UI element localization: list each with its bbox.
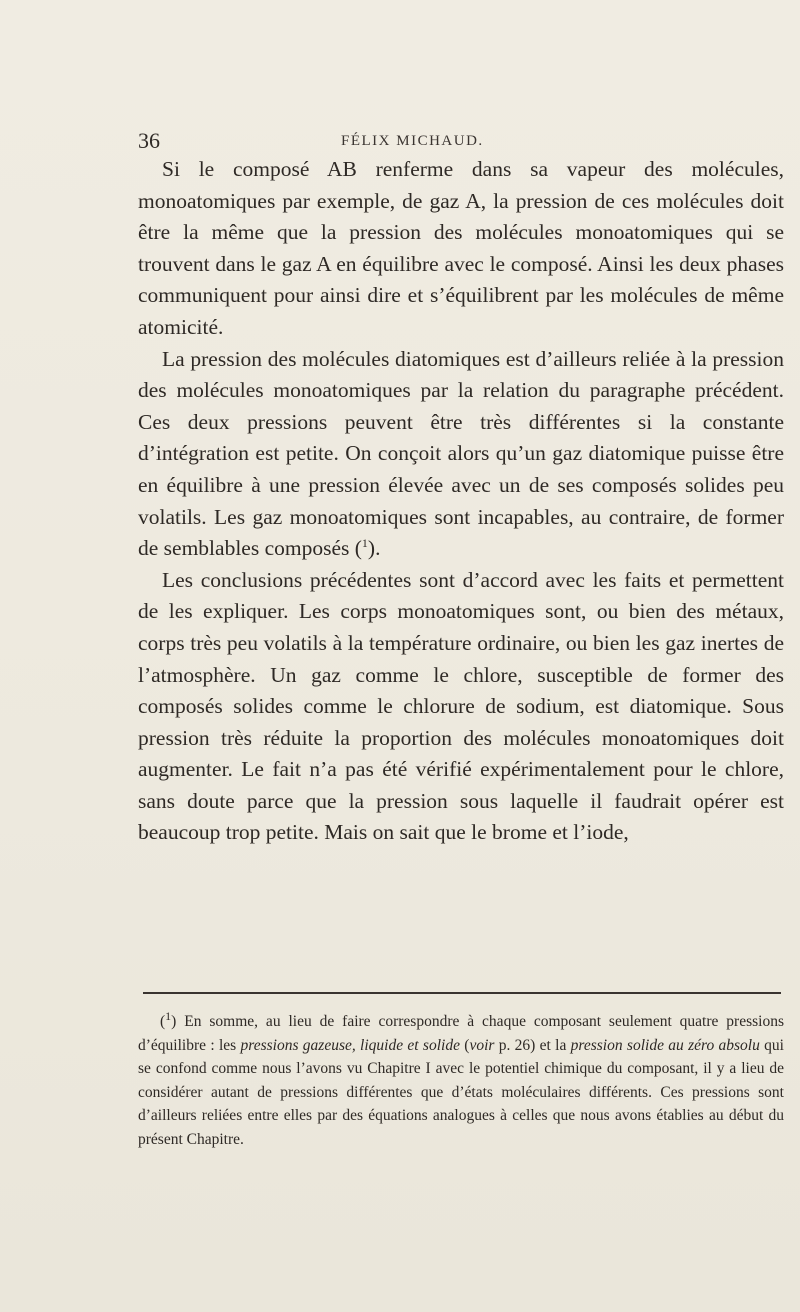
paragraph-2 [138,344,784,565]
paragraph-2-text: La pression des molécules diatomiques est d’ailleurs reliée à la pression des molécules monoatomiques par la relation du paragraphe précédent. Ces deux pressions peuvent être très différentes si la constante d’intégration est petite. On conçoit alors qu’un gaz diatomique puisse être en équilibre à une pression élevée avec un de ses composés solides peu volatils. Les gaz monoatomiques sont incapables, au contraire, de former de semblables composés ( [138,346,784,561]
footnote-italic-2: voir [469,1036,495,1054]
footnote-text-3: p. 26) et la [494,1036,571,1054]
paragraph-1: Si le composé AB renferme dans sa vapeur des molécules, monoatomiques par exemple, de gaz A, la pression de ces molécules doit être la même que la pression des molécules monoatomiques qui se trouvent dans le gaz A en équilibre avec le composé. Ainsi les deux phases communiquent pour ainsi dire et s’équilibrent par les molécules de même atomicité. [138,157,784,339]
footnote-text-1: En somme, au lieu de faire correspondre à chaque composant seulement quatre pressions d’équilibre : les [138,1013,784,1054]
footnote [138,1010,784,1151]
footnote-text-4: qui se confond comme nous l’avons vu Chapitre I avec le potentiel chimique du composant, il y a lieu de considérer autant de pressions différentes que d’états moléculaires différents. Ces pressions sont d’ailleurs reliées entre elles par des équations analogues à celles que nous avons établies au début du présent Chapitre. [138,1036,784,1148]
main-text [138,154,784,849]
footnote-open-paren: ( [160,1013,166,1030]
footnote-marker: 1 [165,1008,172,1023]
footnote-text-2: ( [459,1036,470,1054]
paragraph-2-tail: ). [367,536,381,561]
running-title: FÉLIX MICHAUD. [341,133,484,149]
footnote-divider [143,992,781,994]
footnote-paragraph [138,1010,784,1151]
footnote-italic-1: pressions gazeuse, liquide et solide [240,1036,460,1054]
page-number: 36 [138,128,160,153]
paragraph-3: Les conclusions précédentes sont d’accord avec les faits et permettent de les expliquer. Les corps monoatomiques sont, ou bien des métaux, corps très peu volatils à la température ordinaire, ou bien les gaz inertes de l’atmosphère. Un gaz comme le chlore, susceptible de former des composés solides comme le chlorure de sodium, est diatomique. Sous pression très réduite la proportion des molécules monoatomiques doit augmenter. Le fait n’a pas été vérifié expérimentalement pour le chlore, sans doute parce que la pression sous laquelle il faudrait opérer est beaucoup trop petite. Mais on sait que le brome et l’iode, [138,567,784,845]
footnote-reference: 1 [361,535,368,550]
footnote-close-paren: ) [171,1013,177,1030]
footnote-italic-3: pression solide au zéro absolu [570,1036,760,1054]
